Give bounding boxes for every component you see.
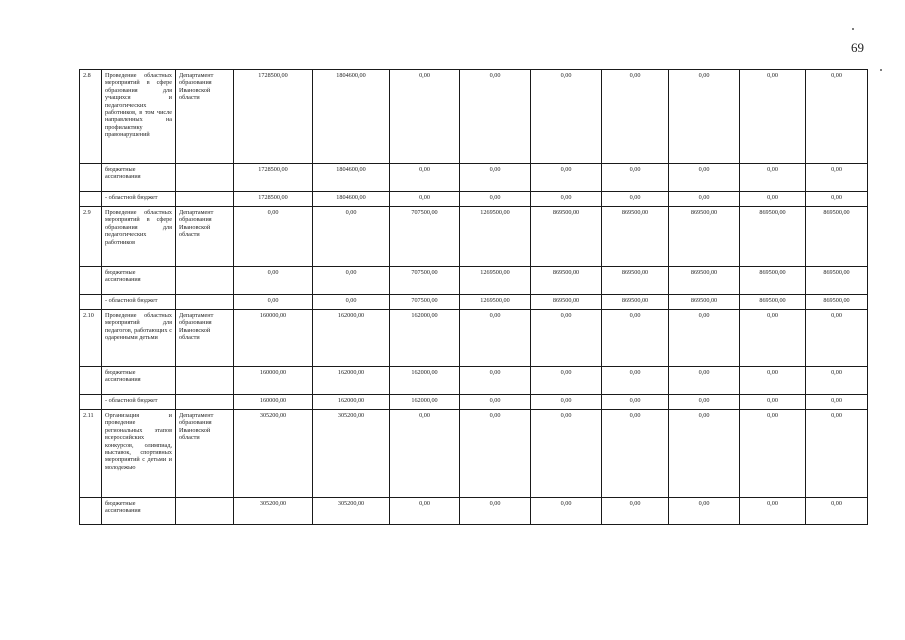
table-row — [80, 295, 868, 310]
amount-cell: 0,00 — [669, 410, 740, 498]
amount-cell: 162000,00 — [390, 395, 460, 410]
amount-cell: 0,00 — [313, 295, 390, 310]
amount-cell: 0,00 — [460, 498, 531, 525]
amount-cell: 0,00 — [669, 498, 740, 525]
row-index-cell: 2.10 — [80, 310, 102, 367]
amount-cell: 0,00 — [390, 498, 460, 525]
amount-cell: 1804600,00 — [313, 70, 390, 164]
amount-cell: 0,00 — [740, 395, 806, 410]
amount-cell: 869500,00 — [806, 295, 868, 310]
amount-cell: 869500,00 — [806, 267, 868, 295]
responsible-executor-cell — [176, 498, 234, 525]
amount-cell: 160000,00 — [234, 310, 313, 367]
amount-cell: 0,00 — [669, 395, 740, 410]
amount-cell: 0,00 — [806, 164, 868, 192]
amount-cell: 0,00 — [234, 295, 313, 310]
amount-cell: 0,00 — [531, 367, 602, 395]
amount-cell: 162000,00 — [313, 367, 390, 395]
amount-cell: 0,00 — [740, 192, 806, 207]
amount-cell: 0,00 — [234, 267, 313, 295]
table-row — [80, 395, 868, 410]
amount-cell: 0,00 — [669, 310, 740, 367]
amount-cell: 869500,00 — [740, 295, 806, 310]
amount-cell: 160000,00 — [234, 395, 313, 410]
amount-cell: 160000,00 — [234, 367, 313, 395]
row-description-cell: бюджетные ассигнования — [102, 164, 176, 192]
amount-cell: 0,00 — [531, 395, 602, 410]
amount-cell: 0,00 — [460, 164, 531, 192]
amount-cell: 0,00 — [740, 164, 806, 192]
amount-cell: 869500,00 — [806, 207, 868, 267]
row-index-cell — [80, 295, 102, 310]
amount-cell: 0,00 — [460, 410, 531, 498]
amount-cell: 0,00 — [390, 192, 460, 207]
responsible-executor-cell: Департамент образования Ивановской области — [176, 410, 234, 498]
row-description-cell: Организация и проведение региональных этапов всероссийских конкурсов, олимпиад, выставок, спортивных мероприятий с детьми и молодежью — [102, 410, 176, 498]
amount-cell: 869500,00 — [669, 267, 740, 295]
amount-cell: 0,00 — [806, 310, 868, 367]
responsible-executor-cell: Департамент образования Ивановской области — [176, 310, 234, 367]
table-row — [80, 70, 868, 164]
amount-cell: 0,00 — [740, 310, 806, 367]
amount-cell: 869500,00 — [669, 207, 740, 267]
amount-cell: 305200,00 — [234, 498, 313, 525]
amount-cell: 0,00 — [531, 498, 602, 525]
amount-cell: 0,00 — [669, 164, 740, 192]
row-description-cell: Проведение областных мероприятий в сфере образования для педагогических работников — [102, 207, 176, 267]
amount-cell: 162000,00 — [313, 395, 390, 410]
amount-cell: 0,00 — [740, 70, 806, 164]
amount-cell: 0,00 — [669, 70, 740, 164]
amount-cell: 869500,00 — [531, 267, 602, 295]
amount-cell: 1728500,00 — [234, 164, 313, 192]
amount-cell: 1269500,00 — [460, 267, 531, 295]
amount-cell: 0,00 — [669, 367, 740, 395]
scan-speck — [852, 28, 854, 30]
amount-cell: 869500,00 — [602, 295, 669, 310]
amount-cell: 0,00 — [460, 192, 531, 207]
responsible-executor-cell — [176, 192, 234, 207]
row-index-cell — [80, 164, 102, 192]
amount-cell: 0,00 — [602, 395, 669, 410]
table-row — [80, 410, 868, 498]
row-index-cell: 2.8 — [80, 70, 102, 164]
row-description-cell: бюджетные ассигнования — [102, 367, 176, 395]
amount-cell: 707500,00 — [390, 267, 460, 295]
row-index-cell — [80, 267, 102, 295]
amount-cell: 869500,00 — [531, 295, 602, 310]
page-number: 69 — [851, 40, 864, 55]
amount-cell: 707500,00 — [390, 295, 460, 310]
row-description-cell: - областной бюджет — [102, 192, 176, 207]
amount-cell: 0,00 — [531, 164, 602, 192]
amount-cell: 0,00 — [602, 70, 669, 164]
responsible-executor-cell — [176, 295, 234, 310]
amount-cell: 0,00 — [806, 70, 868, 164]
scan-speck — [880, 69, 882, 71]
amount-cell: 0,00 — [806, 498, 868, 525]
amount-cell: 0,00 — [390, 164, 460, 192]
amount-cell: 869500,00 — [531, 207, 602, 267]
amount-cell: 305200,00 — [234, 410, 313, 498]
amount-cell: 0,00 — [390, 410, 460, 498]
amount-cell: 0,00 — [806, 395, 868, 410]
row-index-cell: 2.11 — [80, 410, 102, 498]
table-row — [80, 367, 868, 395]
responsible-executor-cell — [176, 395, 234, 410]
amount-cell: 707500,00 — [390, 207, 460, 267]
amount-cell: 0,00 — [602, 367, 669, 395]
amount-cell: 1728500,00 — [234, 192, 313, 207]
table-row — [80, 267, 868, 295]
table-row — [80, 207, 868, 267]
responsible-executor-cell: Департамент образования Ивановской области — [176, 70, 234, 164]
amount-cell: 0,00 — [234, 207, 313, 267]
row-description-cell: Проведение областных мероприятий для педагогов, работающих с одаренными детьми — [102, 310, 176, 367]
amount-cell: 0,00 — [669, 192, 740, 207]
amount-cell: 0,00 — [313, 207, 390, 267]
amount-cell: 0,00 — [602, 498, 669, 525]
amount-cell: 869500,00 — [602, 267, 669, 295]
table-row — [80, 164, 868, 192]
amount-cell: 0,00 — [313, 267, 390, 295]
amount-cell: 0,00 — [740, 498, 806, 525]
amount-cell: 0,00 — [602, 410, 669, 498]
amount-cell: 0,00 — [531, 410, 602, 498]
amount-cell: 0,00 — [740, 410, 806, 498]
amount-cell: 869500,00 — [602, 207, 669, 267]
amount-cell: 0,00 — [740, 367, 806, 395]
amount-cell: 0,00 — [602, 192, 669, 207]
amount-cell: 1269500,00 — [460, 295, 531, 310]
amount-cell: 0,00 — [806, 367, 868, 395]
row-description-cell: - областной бюджет — [102, 395, 176, 410]
amount-cell: 162000,00 — [313, 310, 390, 367]
amount-cell: 869500,00 — [740, 267, 806, 295]
amount-cell: 0,00 — [460, 395, 531, 410]
amount-cell: 305200,00 — [313, 498, 390, 525]
row-description-cell: бюджетные ассигнования — [102, 267, 176, 295]
responsible-executor-cell: Департамент образования Ивановской области — [176, 207, 234, 267]
amount-cell: 0,00 — [531, 310, 602, 367]
table-row — [80, 498, 868, 525]
amount-cell: 0,00 — [806, 410, 868, 498]
responsible-executor-cell — [176, 267, 234, 295]
amount-cell: 162000,00 — [390, 310, 460, 367]
amount-cell: 0,00 — [460, 367, 531, 395]
amount-cell: 1728500,00 — [234, 70, 313, 164]
amount-cell: 1269500,00 — [460, 207, 531, 267]
row-index-cell — [80, 498, 102, 525]
amount-cell: 869500,00 — [669, 295, 740, 310]
amount-cell: 1804600,00 — [313, 192, 390, 207]
amount-cell: 0,00 — [602, 310, 669, 367]
amount-cell: 0,00 — [531, 70, 602, 164]
row-index-cell — [80, 395, 102, 410]
row-index-cell: 2.9 — [80, 207, 102, 267]
amount-cell: 305200,00 — [313, 410, 390, 498]
amount-cell: 0,00 — [531, 192, 602, 207]
amount-cell: 0,00 — [806, 192, 868, 207]
budget-table — [79, 69, 868, 525]
responsible-executor-cell — [176, 367, 234, 395]
row-description-cell: - областной бюджет — [102, 295, 176, 310]
row-index-cell — [80, 192, 102, 207]
row-description-cell: Проведение областных мероприятий в сфере образования для учащихся и педагогических работников, в том числе направленных на профилактику правонарушений — [102, 70, 176, 164]
amount-cell: 869500,00 — [740, 207, 806, 267]
amount-cell: 0,00 — [390, 70, 460, 164]
table-row — [80, 192, 868, 207]
row-description-cell: бюджетные ассигнования — [102, 498, 176, 525]
row-index-cell — [80, 367, 102, 395]
responsible-executor-cell — [176, 164, 234, 192]
table-row — [80, 310, 868, 367]
amount-cell: 0,00 — [602, 164, 669, 192]
amount-cell: 1804600,00 — [313, 164, 390, 192]
amount-cell: 0,00 — [460, 310, 531, 367]
amount-cell: 0,00 — [460, 70, 531, 164]
amount-cell: 162000,00 — [390, 367, 460, 395]
